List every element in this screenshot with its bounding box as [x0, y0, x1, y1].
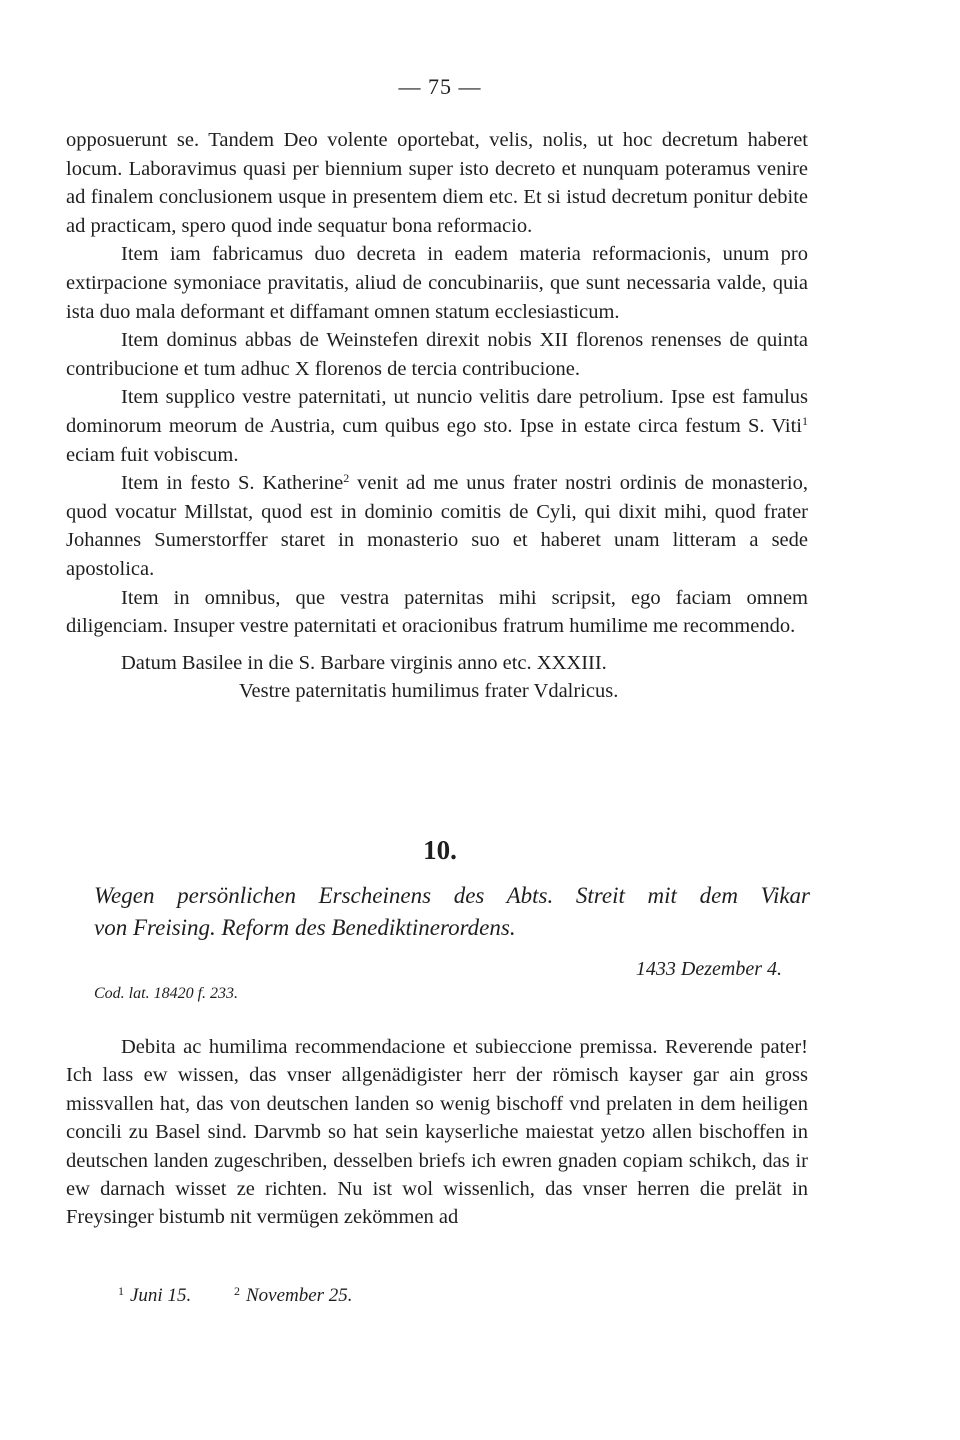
- paragraph: opposuerunt se. Tandem Deo volente oportebat, velis, nolis, ut hoc decretum haberet locum. Laboravimus quasi per biennium super isto decreto et nunquam poteramus venire ad finalem conclusionem usque in presentem diem etc. Et si istud decretum ponitur debite ad practicam, spero quod inde sequatur bona reformacio.: [66, 129, 808, 237]
- footnote-number: 1: [118, 1284, 124, 1298]
- footnote-ref: 2: [343, 471, 350, 486]
- paragraph-text: Item in festo S. Katherine: [121, 472, 344, 495]
- paragraph-text: Item supplico vestre paternitati, ut nuncio velitis dare petrolium. Ipse est famulus dominorum meorum de Austria, cum quibus ego sto. Ipse in estate circa festum S. Viti: [66, 386, 808, 437]
- paragraph: Item iam fabricamus duo decreta in eadem materia reformacionis, unum pro extirpacione symoniace pravitatis, aliud de concubinariis, que sunt necessaria valde, quia ista duo mala deformant et diffamant omnen statum ecclesiasticum.: [66, 243, 808, 323]
- document-number: 10.: [423, 835, 457, 865]
- document-date: 1433 Dezember 4.: [635, 958, 782, 980]
- footnote: [234, 1284, 353, 1307]
- paragraph: Debita ac humilima recommendacione et subieccione premissa. Reverende pater! Ich lass ew wissen, das vnser allgenädigister herr der römisch kayser gar ain gross missvallen hat, das von deutschen landen so wenig bischoff vnd prelaten in dem heiligen concili zu Basel sind. Darvmb so hat sein kayserliche maiestat yetzo allen bischoffen in deutschen landen zugeschriben, desselben briefs ich ewren gnaden copiam schikch, das ir ew darnach wisset ze richten. Nu ist wol wissenlich, das vnser herren die prelät in Freysinger bistumb nit vermügen zekömmen ad: [66, 1036, 808, 1229]
- footnote-text: November 25.: [245, 1285, 353, 1306]
- regest-line: Wegen persönlichen Erscheinens des Abts. Streit mit dem Vikar: [94, 883, 810, 908]
- regest-heading: [94, 880, 810, 944]
- footnote: [118, 1284, 191, 1307]
- footnote-text: Juni 15.: [130, 1285, 192, 1306]
- page-number: — 75 —: [398, 74, 482, 99]
- paragraph: Item in omnibus, que vestra paternitas mihi scripsit, ego faciam omnem diligenciam. Insuper vestre paternitati et oracionibus fratrum humilime me recommendo.: [66, 586, 808, 638]
- paragraph: [66, 469, 808, 583]
- signature-line: Vestre paternitatis humilimus frater Vdalricus.: [239, 680, 619, 703]
- letter-body-continued: [66, 126, 808, 706]
- footnote-ref: 1: [802, 413, 808, 428]
- paragraph: [66, 383, 808, 469]
- footnotes: [118, 1284, 391, 1307]
- datum-line: Datum Basilee in die S. Barbare virginis anno etc. XXXIII.: [121, 651, 607, 674]
- paragraph-text: eciam fuit vobiscum.: [66, 443, 239, 466]
- source-reference: Cod. lat. 18420 f. 233.: [94, 985, 239, 1002]
- paragraph: Item dominus abbas de Weinstefen direxit nobis XII florenos renenses de quinta contribucione et tum adhuc X florenos de tercia contribucione.: [66, 329, 808, 380]
- letter-body: [66, 1033, 808, 1232]
- paragraph-text: venit ad me unus frater nostri ordinis de monasterio, quod vocatur Millstat, quod est in dominio comitis de Cyli, qui dixit mihi, quod frater Johannes Sumerstorffer staret in monasterio suo et haberet unam litteram a sede apostolica.: [66, 472, 808, 580]
- regest-line: von Freising. Reform des Benediktinerordens.: [94, 915, 516, 940]
- footnote-number: 2: [233, 1284, 240, 1298]
